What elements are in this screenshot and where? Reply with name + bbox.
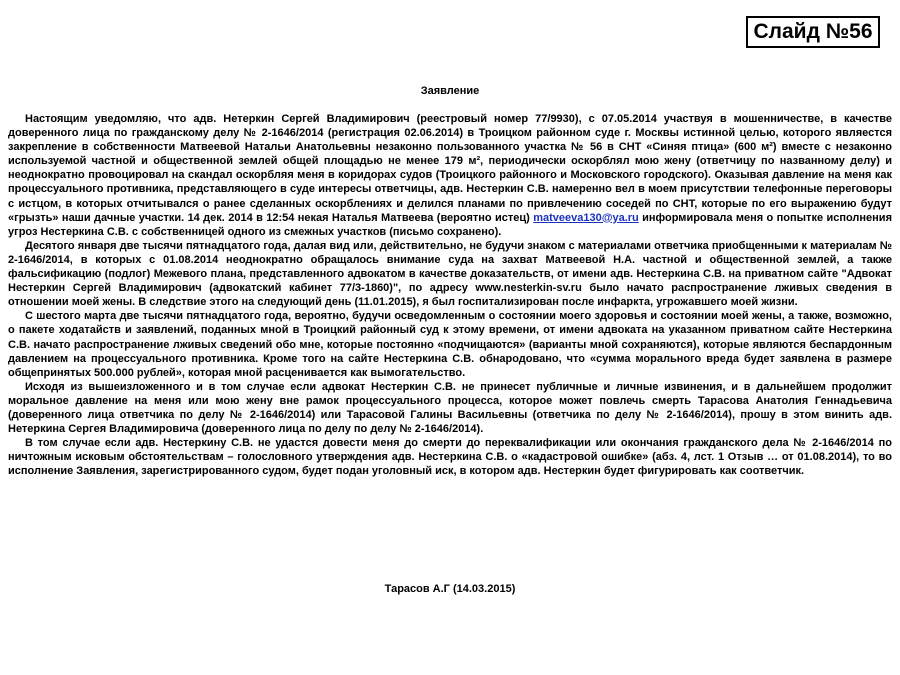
paragraph-3: С шестого марта две тысячи пятнадцатого года, вероятно, будучи осведомленным о состоянии моего здоровья и состоянии моей жены, а также, возможно, о пакете ходатайств и заявлений, поданных мной в Троицкий районный суд к этому времени, от имени адвоката на указанном приватном сайте Нестеркина С.В. начато распространение лживых сведений обо мне, которые постоянно «подчищаются» (варианты мной сохраняются), которые являются беспардонным давлением на процессуального противника. Кроме того на сайте Нестеркина С.В. обнародовано, что «сумма морального вреда будет заявлена в размере общепринятых 500.000 рублей», которая мной расценивается как вымогательство. <box>8 310 892 379</box>
paragraph-1-text-end: информировала меня о попытке исполнения угроз Нестеркина С.В. с собственницей одного из смежных участков (письмо сохранено). <box>8 211 892 238</box>
document-body <box>8 112 892 478</box>
paragraph-1 <box>8 112 892 239</box>
paragraph-2: Десятого января две тысячи пятнадцатого года, далая вид или, действительно, не будучи знаком с материалами ответчика приобщенными к материалам № 2-1646/2014, в которых с 01.08.2014 неоднократно обращалось внимание суда на захват Матвеевой Н.А. частной и общественной землей, а также фальсификацию (подлог) Межевого плана, представленного адвокатом в качестве доказательств, от имени адв. Нестеркина С.В. на приватном сайте "Адвокат Нестеркин Сергей Владимирович (адвокатский кабинет 77/3-1860)", по адресу www.nesterkin-sv.ru было начато распространение лживых сведения в отношении моей жены. В следствие этого на следующий день (11.01.2015), я был госпитализирован после инфаркта, угрожавшего моей жизни. <box>8 239 892 309</box>
document-title: Заявление <box>420 85 480 97</box>
paragraph-5: В том случае если адв. Нестеркину С.В. не удастся довести меня до смерти до переквалификации или окончания гражданского дела № 2-1646/2014 по ничтожным исковым обстоятельствам – голословного утверждения адв. Нестеркина С.В. о «кадастровой ошибке» (абз. 4, лст. 1 Отзыв … от 01.08.2014), то во исполнение Заявления, зарегистрированного судом, будет подан уголовный иск, в котором адв. Нестеркин будет фигурировать как соответчик. <box>8 437 892 478</box>
email-link[interactable]: matveeva130@ya.ru <box>533 211 639 224</box>
slide-number-badge: Слайд №56 <box>746 16 880 48</box>
paragraph-4: Исходя из вышеизложенного и в том случае если адвокат Нестеркин С.В. не принесет публичные и личные извинения, и в дальнейшем продолжит моральное давление на меня или мою жену вне рамок процессуального процесса, которое может повлечь смерть Тарасова Анатолия Геннадьевича (доверенного лица ответчика по делу № 2-1646/2014) или Тарасовой Галины Васильевны (ответчика по делу № 2-1646/2014), прошу в этом винить адв. Нетеркина Сергея Владимировича (доверенного лица по делу по делу № 2-1646/2014). <box>8 380 892 436</box>
paragraph-1-text: Настоящим уведомляю, что адв. Нетеркин Сергей Владимирович (реестровый номер 77/9930), с 07.05.2014 участвуя в мошенничестве, в качестве доверенного лица по гражданскому делу № 2-1646/2014 (регистрация 02.06.2014) в Троицком районном суде г. Москвы истинной целью, которого являестся закрепление в собственности Матвеевой Натальи Анатольевны незаконно пользованного участка № 56 в СНТ «Синяя птица» (600 м²) вместе с незаконно используемой частной и общественной землей общей площадью не менее 179 м², периодически оскорблял мою жену (ответчицу по названному делу) и неоднократно провоцировал на скандал оскорбляя меня в коридорах судов (Троицкого районного и Московского городского). Оказывая давление на меня как процессуального противника, представляющего в суде интересы ответчицы, адв. Нестеркин С.В. намеренно вел в моем присутствии телефонные переговоры с истцом, в которых отчитывался о ранее сделанных оскорблениях и делился планами по привлечению соседей по СНТ, которые по его выражению будут «грызть» наши дачные участки. 14 дек. 2014 в 12:54 некая Наталья Матвеева (вероятно истец) <box>8 113 892 224</box>
signature-line: Тарасов А.Г (14.03.2015) <box>384 583 516 595</box>
